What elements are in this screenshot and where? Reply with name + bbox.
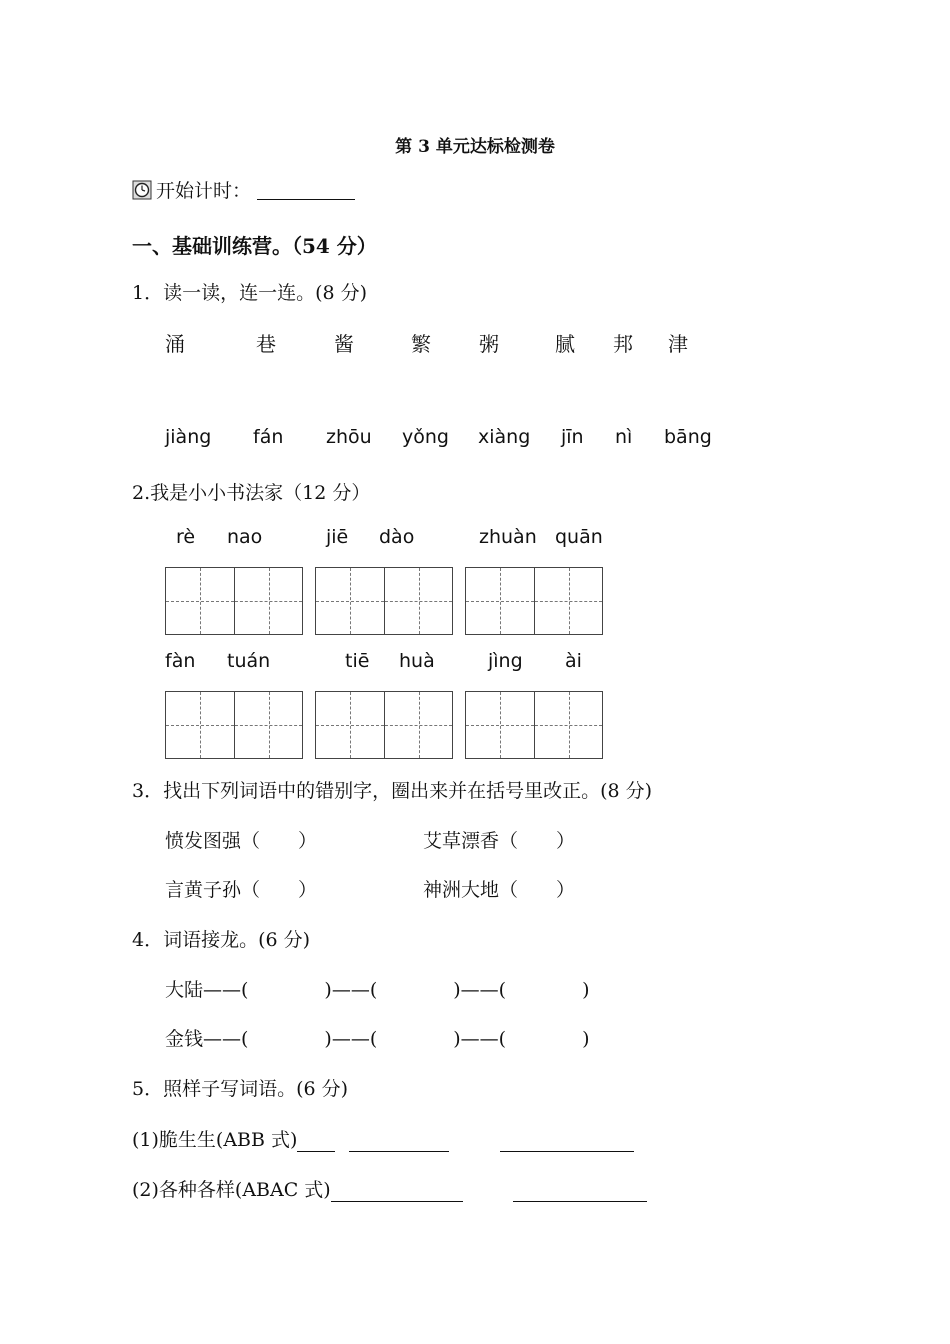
q5-item-label: (1)脆生生(ABB 式) (132, 1129, 298, 1151)
answer-line[interactable] (513, 1183, 647, 1202)
q3-item[interactable]: 神洲大地（ ） (423, 879, 576, 901)
char-item: 津 (668, 332, 688, 356)
writing-grid[interactable] (465, 567, 603, 635)
pinyin-item: xiàng (478, 426, 531, 448)
timer-row (132, 176, 355, 203)
q4-prompt: 4．词语接龙。(6 分) (132, 929, 311, 951)
q5-prompt: 5．照样子写词语。(6 分) (132, 1078, 349, 1100)
timer-label: 开始计时： (156, 180, 252, 202)
q4-row[interactable]: 大陆——( )——( )——( ) (165, 979, 590, 1001)
char-item: 繁 (411, 332, 431, 356)
pinyin-item: ài (565, 650, 582, 672)
writing-grid[interactable] (465, 691, 603, 759)
answer-line[interactable] (331, 1183, 463, 1202)
q5-item-label: (2)各种各样(ABAC 式) (132, 1179, 331, 1201)
pinyin-item: tiē (345, 650, 370, 672)
char-item: 巷 (256, 332, 276, 356)
q3-item[interactable]: 艾草漂香（ ） (423, 830, 576, 852)
q5-item-1 (132, 1125, 634, 1152)
pinyin-item: fán (253, 426, 284, 448)
pinyin-item: jiàng (165, 426, 212, 448)
q2-prompt: 2.我是小小书法家（12 分） (132, 482, 371, 504)
pinyin-item: zhuàn (479, 526, 537, 548)
q3-item[interactable]: 愤发图强（ ） (165, 830, 318, 852)
answer-line[interactable] (297, 1133, 335, 1152)
timer-blank[interactable] (257, 179, 355, 200)
writing-grid[interactable] (165, 567, 303, 635)
char-item: 酱 (334, 332, 354, 356)
clock-icon (132, 180, 152, 200)
q3-item[interactable]: 言黄子孙（ ） (165, 879, 318, 901)
writing-grid[interactable] (315, 691, 453, 759)
char-item: 涌 (165, 332, 185, 356)
page-title: 第 3 单元达标检测卷 (395, 137, 555, 157)
pinyin-item: yǒng (402, 426, 449, 448)
pinyin-item: rè (176, 526, 196, 548)
q3-prompt: 3．找出下列词语中的错别字，圈出来并在括号里改正。(8 分) (132, 780, 653, 802)
pinyin-item: dào (379, 526, 415, 548)
pinyin-item: jìng (488, 650, 523, 672)
pinyin-item: tuán (227, 650, 271, 672)
pinyin-item: jīn (561, 426, 584, 448)
pinyin-item: nao (227, 526, 263, 548)
char-item: 邦 (613, 332, 633, 356)
pinyin-item: zhōu (326, 426, 372, 448)
pinyin-item: huà (399, 650, 435, 672)
writing-grid[interactable] (315, 567, 453, 635)
pinyin-item: nì (615, 426, 633, 448)
q5-item-2 (132, 1175, 647, 1202)
pinyin-item: quān (555, 526, 603, 548)
section-heading: 一、基础训练营。（54 分） (132, 234, 377, 258)
writing-grid[interactable] (165, 691, 303, 759)
pinyin-item: jiē (326, 526, 349, 548)
q1-prompt: 1．读一读，连一连。(8 分) (132, 282, 368, 304)
pinyin-item: fàn (165, 650, 196, 672)
answer-line[interactable] (349, 1133, 449, 1152)
answer-line[interactable] (500, 1133, 634, 1152)
char-item: 粥 (479, 332, 499, 356)
char-item: 腻 (555, 332, 575, 356)
q4-row[interactable]: 金钱——( )——( )——( ) (165, 1028, 590, 1050)
pinyin-item: bāng (664, 426, 712, 448)
